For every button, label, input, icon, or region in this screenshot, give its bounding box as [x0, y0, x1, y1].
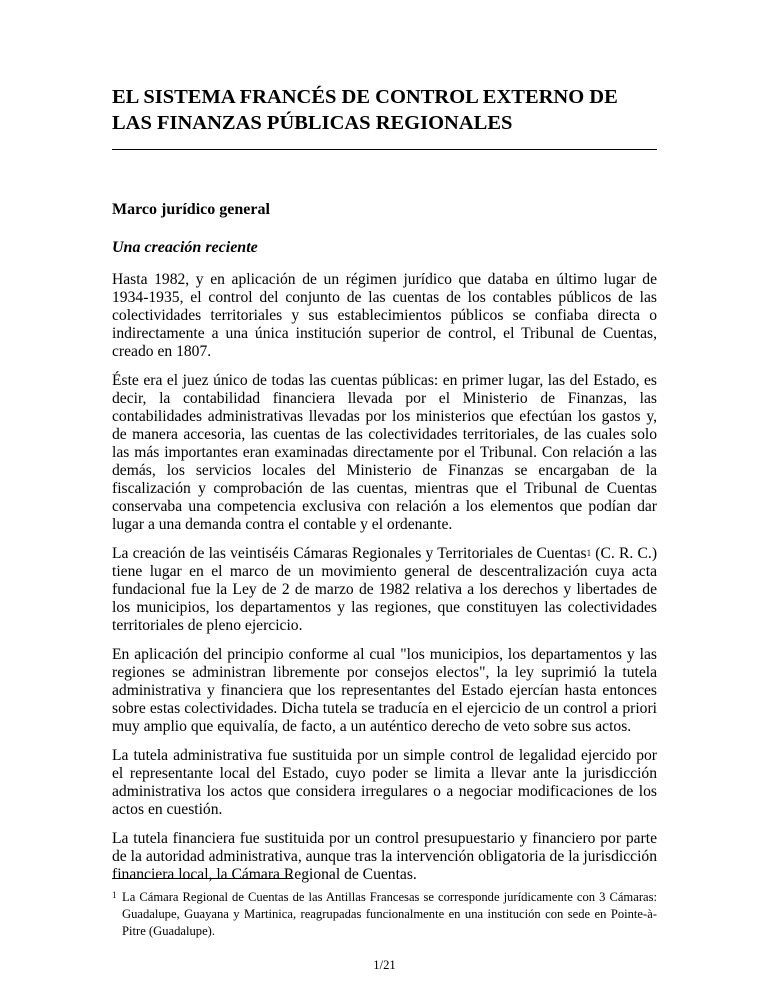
paragraph: Hasta 1982, y en aplicación de un régimen jurídico que databa en último lugar de 1934-1935, el control del conjunto de las cuentas de los contables públicos de las colectividades territoriales y sus establecimientos públicos se confiaba directa o indirectamente a una única institución superior de control, el Tribunal de Cuentas, creado en 1807. [112, 271, 657, 360]
section-heading: Marco jurídico general [112, 201, 270, 218]
paragraph: La tutela administrativa fue sustituida por un simple control de legalidad ejercido por el representante local del Estado, cuyo poder se limita a llevar ante la jurisdicción administrativa los actos que considera irregulares o a negociar modificaciones de los actos en cuestión. [112, 747, 657, 818]
footnote [112, 889, 657, 940]
paragraph: En aplicación del principio conforme al cual "los municipios, los departamentos y las regiones se administran libremente por consejos electos", la ley suprimió la tutela administrativa y financiera que los representantes del Estado ejercían hasta entonces sobre estas colectividades. Dicha tutela se traducía en el ejercicio de un control a priori muy amplio que equivalía, de facto, a un auténtico derecho de veto sobre sus actos. [112, 646, 657, 735]
paragraph: La tutela financiera fue sustituida por un control presupuestario y financiero por parte de la autoridad administrativa, aunque tras la intervención obligatoria de la jurisdicción financiera local, la Cámara Regional de Cuentas. [112, 830, 657, 883]
paragraph-text: La creación de las veintiséis Cámaras Regionales y Territoriales de Cuentas [112, 545, 587, 562]
document-title: EL SISTEMA FRANCÉS DE CONTROL EXTERNO DE LAS FINANZAS PÚBLICAS REGIONALES [112, 86, 618, 134]
footnote-text: La Cámara Regional de Cuentas de las Antillas Francesas se corresponde jurídicamente con 3 Cámaras: Guadalupe, Guayana y Martinica, reagrupadas funcionalmente en una institución con sede en Pointe-à-Pitre (Guadalupe). [122, 890, 657, 938]
paragraph-text: (C. R. C.) tiene lugar en el marco de un movimiento general de descentralización cuya acta fundacional fue la Ley de 2 de marzo de 1982 relativa a los derechos y libertades de los municipios, los departamentos y las regiones, que constituyen las colectividades territoriales de pleno ejercicio. [112, 545, 658, 634]
page-number: 1/21 [373, 958, 396, 972]
footnote-divider [112, 878, 292, 879]
paragraph [112, 545, 657, 635]
footnote-reference[interactable]: 1 [586, 548, 592, 558]
paragraph: Éste era el juez único de todas las cuentas públicas: en primer lugar, las del Estado, es decir, la contabilidad financiera llevada por el Ministerio de Finanzas, las contabilidades administrativas llevadas por los ministerios que efectúan los gastos y, de manera accesoria, las cuentas de las colectividades territoriales, de las cuales solo las más importantes eran examinadas directamente por el Tribunal. Con relación a las demás, los servicios locales del Ministerio de Finanzas se encargaban de la fiscalización y comprobación de las cuentas, mientras que el Tribunal de Cuentas conservaba una competencia exclusiva con relación a los elementos que podían dar lugar a una demanda contra el contable y el ordenante. [112, 372, 657, 533]
document-body [112, 271, 657, 895]
title-divider [112, 149, 657, 150]
footnote-mark: 1 [112, 890, 117, 900]
subsection-heading: Una creación reciente [112, 239, 258, 256]
